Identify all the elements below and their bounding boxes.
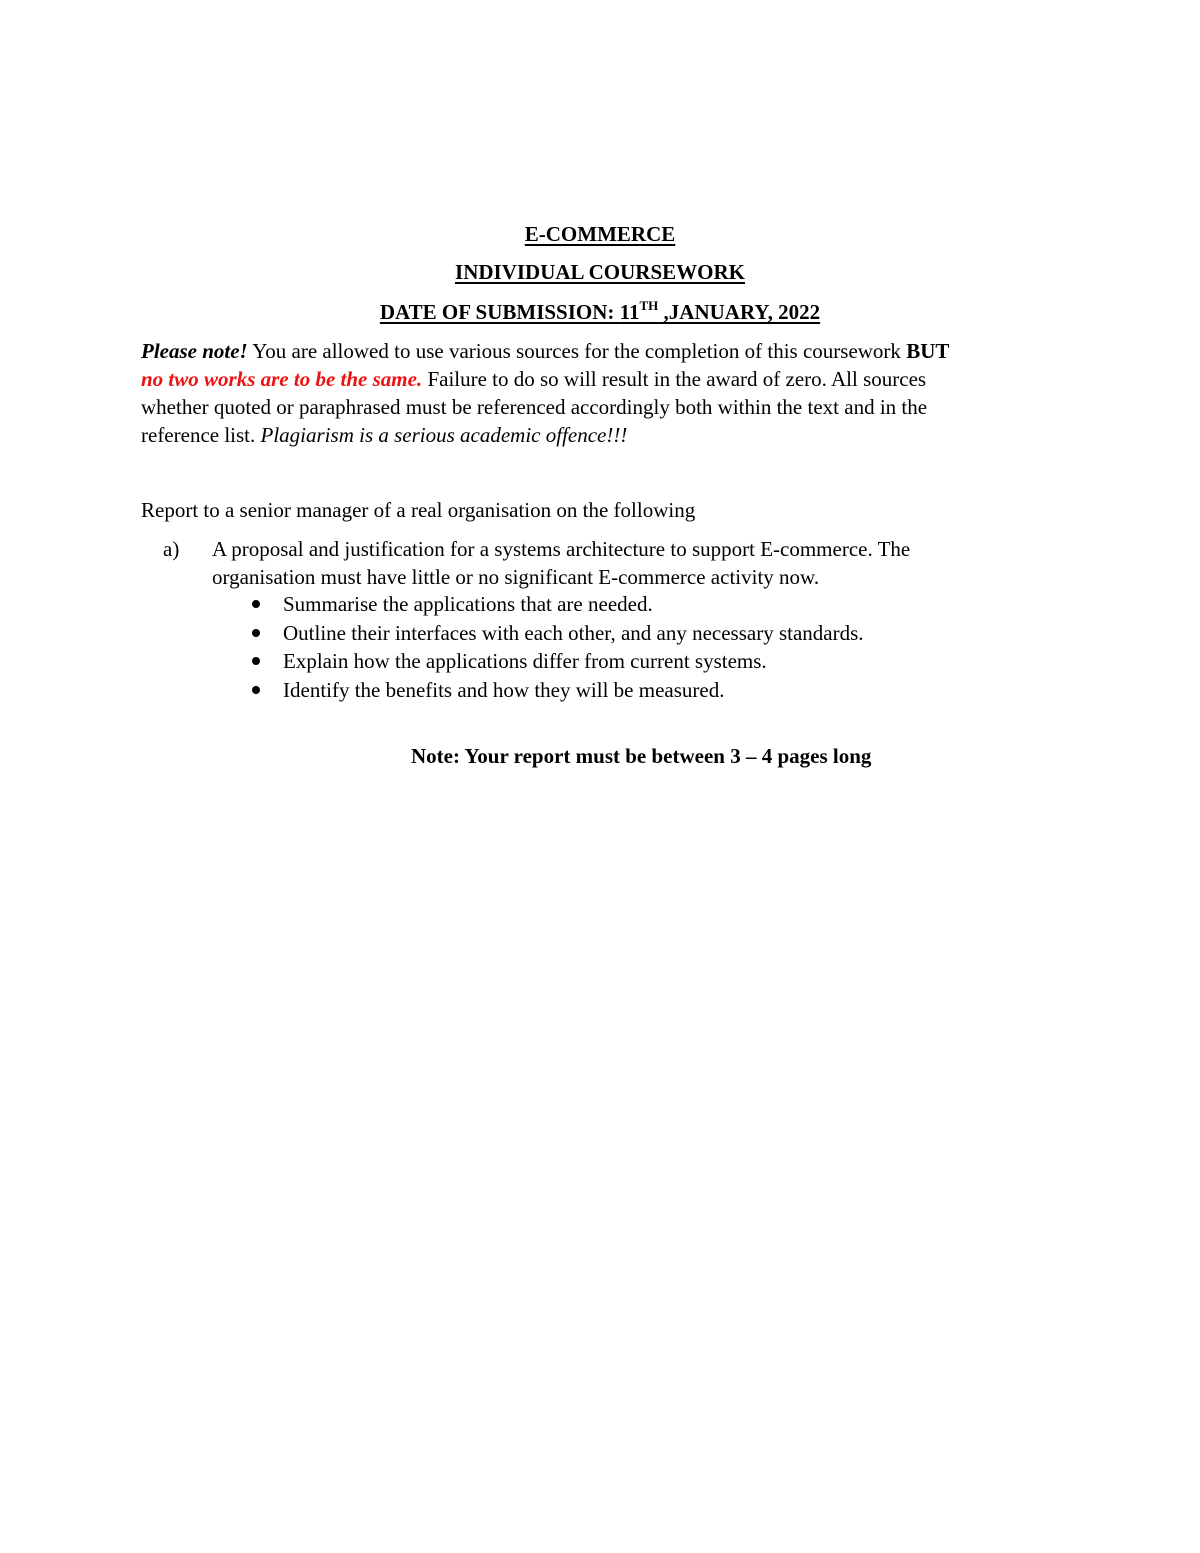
task-line-1: A proposal and justification for a systems architecture to support E-commerce. The [212,537,911,561]
list-item [250,619,864,648]
document-title-text: E-COMMERCE [524,222,676,246]
task-label: a) [163,537,180,561]
submission-date [0,300,1200,327]
plagiarism-notice [141,337,1071,449]
task-text [212,535,910,591]
list-item-text: Summarise the applications that are needed. [283,592,653,616]
list-item-text: Identify the benefits and how they will be measured. [283,677,725,702]
task-line-2: organisation must have little or no significant E-commerce activity now. [212,565,820,589]
list-item [250,647,864,676]
page-length-note: Note: Your report must be between 3 – 4 pages long [411,744,872,768]
notice-line4-text: reference list. [141,423,261,447]
bullet-icon [252,657,260,665]
document-title [0,222,1200,246]
notice-plagiarism: Plagiarism is a serious academic offence!!! [260,423,628,447]
bullet-icon [252,686,260,694]
document-subtitle-text: INDIVIDUAL COURSEWORK [455,260,745,284]
bullet-icon [252,629,260,637]
notice-line2-text: Failure to do so will result in the award of zero. All sources [422,367,927,391]
notice-line-1 [141,337,1071,365]
bullet-icon [252,600,260,608]
document-subtitle [0,260,1200,284]
submission-month-year: ,JANUARY, 2022 [663,300,821,324]
report-intro: Report to a senior manager of a real organisation on the following [141,498,696,522]
submission-label: DATE OF SUBMISSION: [379,300,615,324]
list-item-text: Outline their interfaces with each other, and any necessary standards. [283,620,864,645]
notice-line-4 [141,421,1071,449]
list-item-text: Explain how the applications differ from current systems. [283,649,767,673]
list-item [250,590,864,619]
task-bullet-list [250,590,864,704]
notice-line-3 [141,393,1071,421]
notice-lead: Please note! [141,339,248,363]
notice-line-2 [141,365,1071,393]
notice-line1-text: You are allowed to use various sources for the completion of this coursework [247,339,907,363]
notice-but: BUT [906,339,950,363]
notice-line3-text: whether quoted or paraphrased must be referenced accordingly both within the text and in the [141,395,928,419]
submission-day: 11 [619,300,640,324]
notice-warning: no two works are to be the same. [141,367,423,391]
submission-day-suffix: TH [639,298,659,313]
list-item [250,676,864,705]
